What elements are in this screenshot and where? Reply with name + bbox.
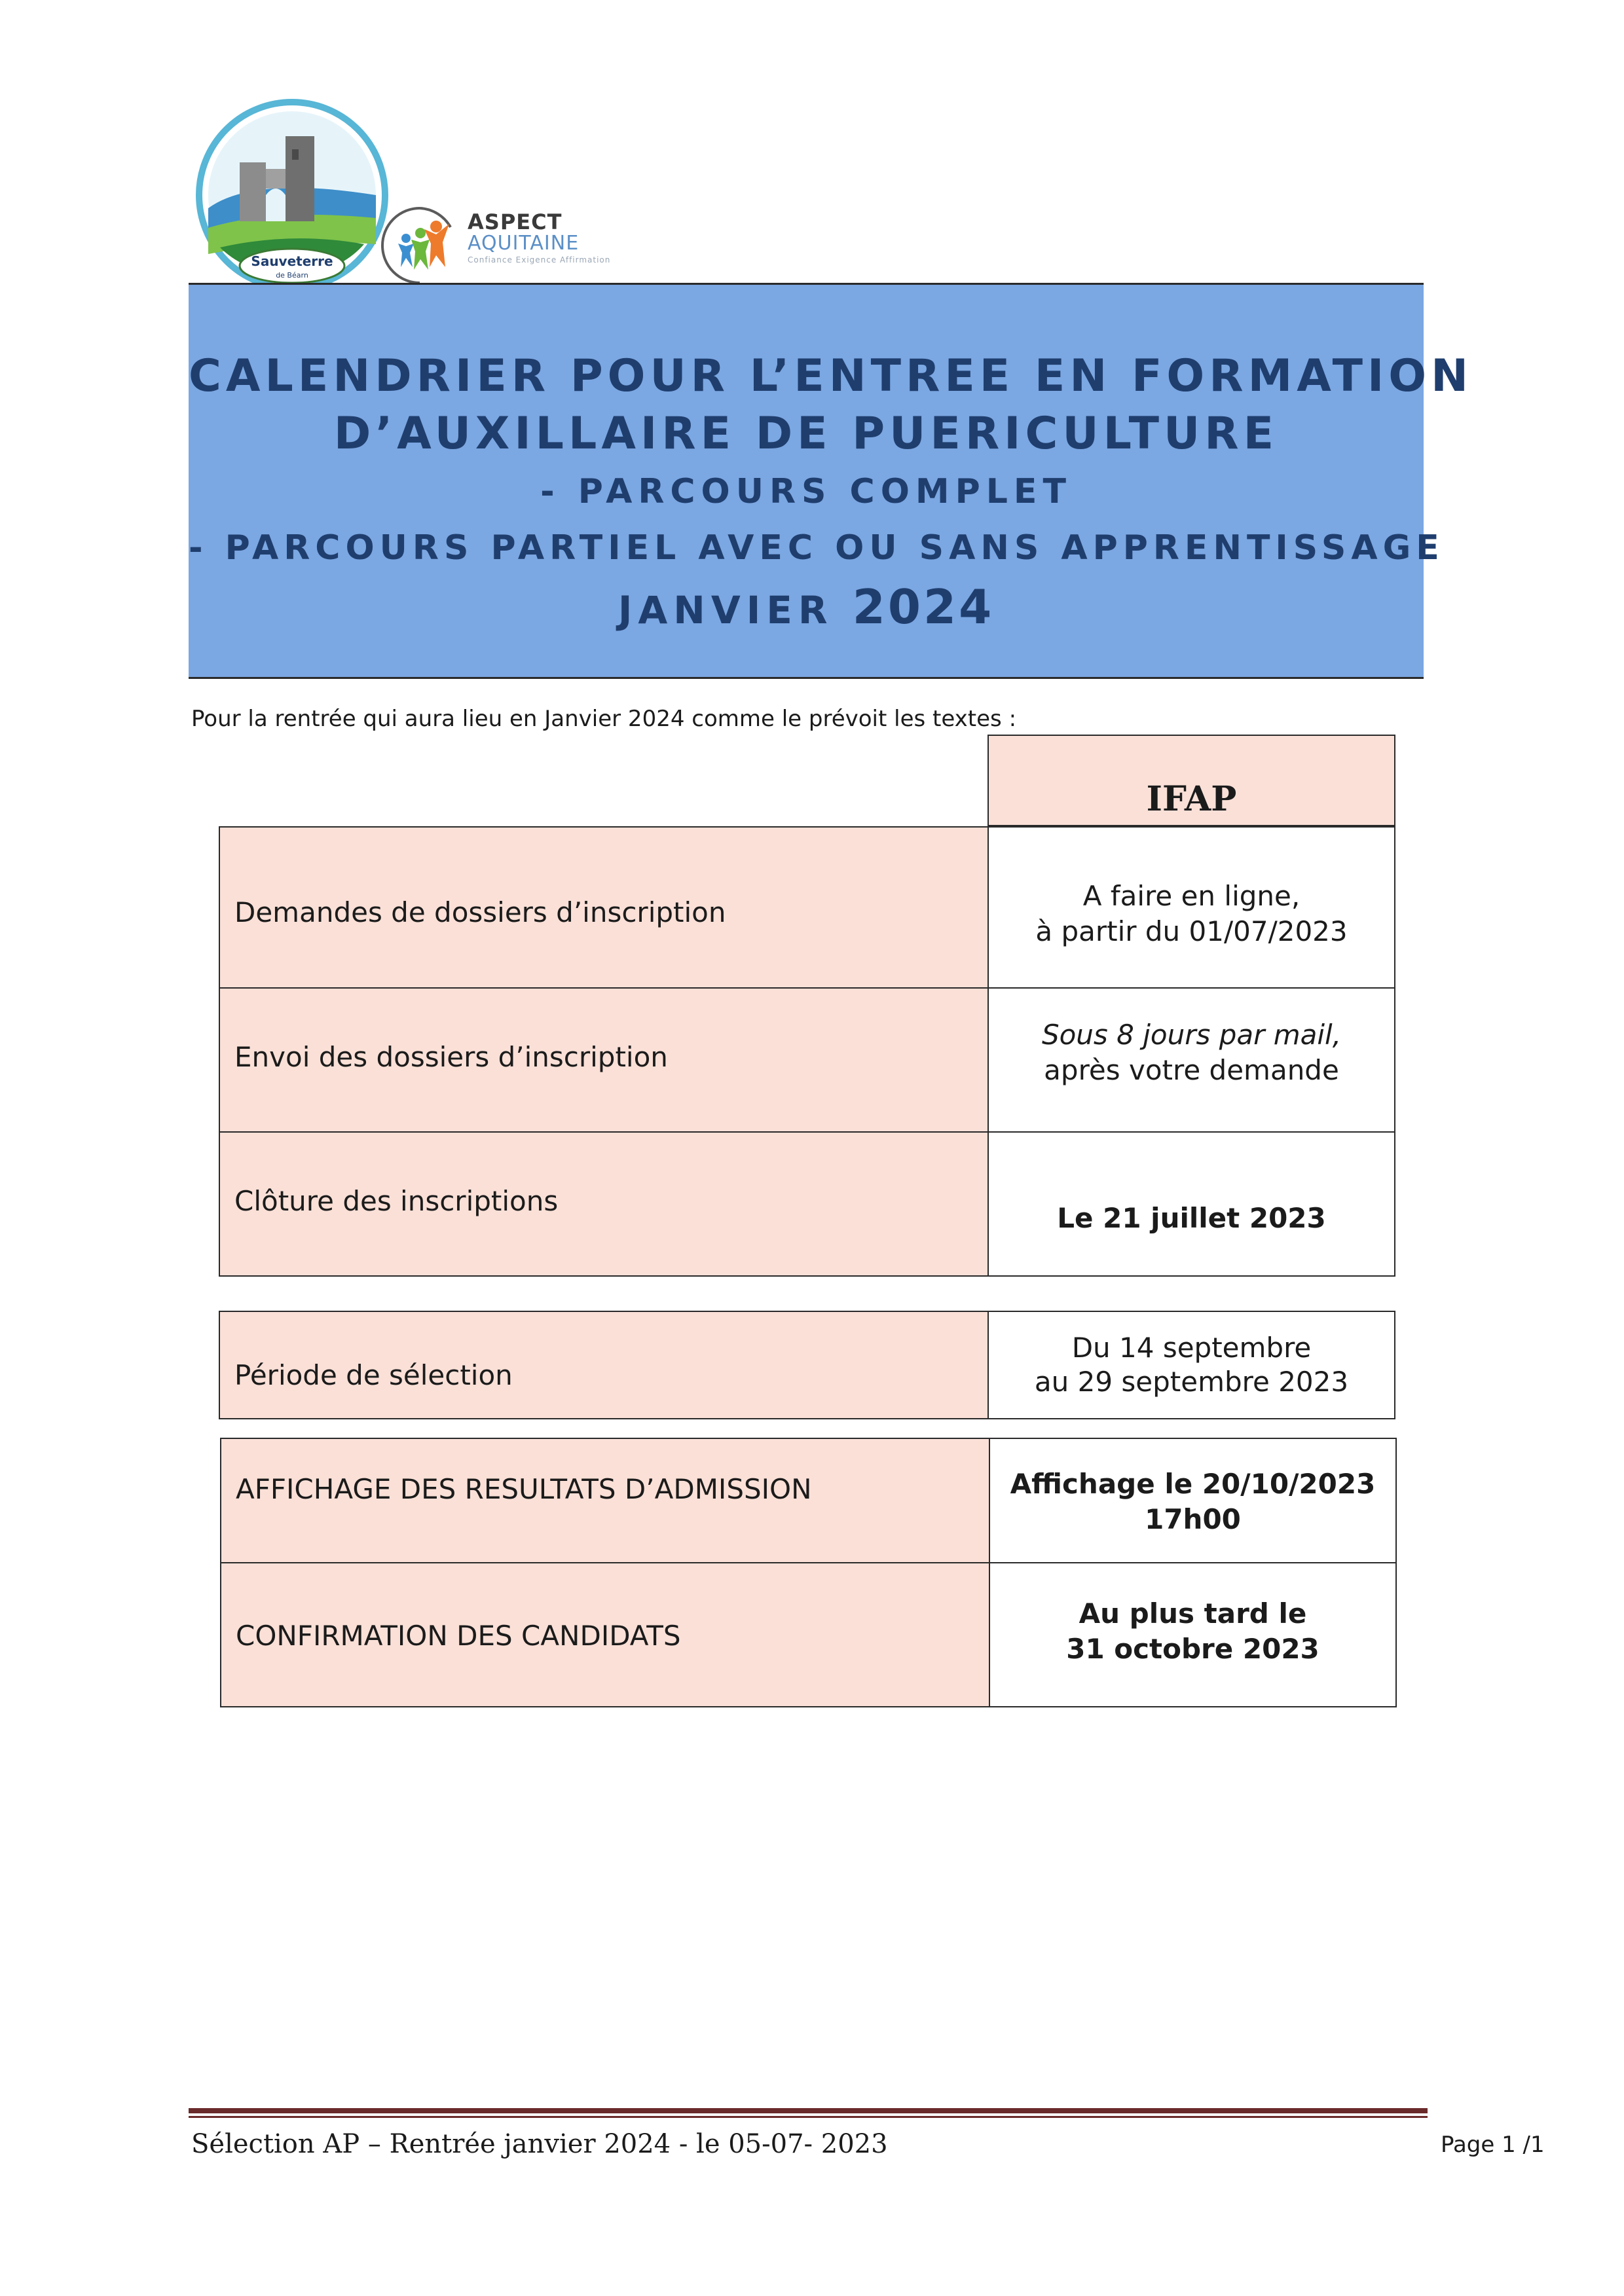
ifap-column-header (987, 735, 1395, 826)
title-line-3: - PARCOURS COMPLET (540, 472, 1072, 511)
sauveterre-subtext: de Béarn (276, 271, 308, 280)
row-value-line1: A faire en ligne, (1082, 880, 1301, 912)
page-number: Page 1 /1 (1441, 2132, 1545, 2158)
row-label-cell (219, 826, 989, 989)
row-value-line2: 31 octobre 2023 (1066, 1633, 1320, 1665)
row-value-cell (987, 1311, 1395, 1419)
row-value-line1: Affichage le 20/10/2023 (1010, 1468, 1376, 1500)
row-label: Envoi des dossiers d’inscription (234, 1041, 668, 1073)
ifap-header-label: IFAP (1146, 779, 1237, 819)
row-value-cell (987, 826, 1395, 989)
intro-text: Pour la rentrée qui aura lieu en Janvier 2024 comme le prévoit les textes : (191, 706, 1017, 732)
row-value-cell (989, 1562, 1397, 1707)
sauveterre-logo (194, 97, 390, 293)
row-value-line1: Le 21 juillet 2023 (1057, 1202, 1326, 1234)
row-value-line2: au 29 septembre 2023 (1034, 1366, 1349, 1398)
sauveterre-text: Sauveterre (251, 253, 333, 269)
title-line-4: - PARCOURS PARTIEL AVEC OU SANS APPRENTISSAGE (189, 528, 1445, 568)
title-month: JANVIER (618, 588, 834, 632)
footer-rule-thin (189, 2116, 1428, 2118)
aspect-aquitaine-wordmark (468, 210, 638, 268)
row-label-cell (219, 987, 989, 1133)
row-label: Clôture des inscriptions (234, 1185, 559, 1217)
aspect-aquitaine-icon (378, 204, 461, 287)
row-label: Période de sélection (234, 1359, 513, 1391)
row-value-line1: Au plus tard le (1079, 1597, 1307, 1630)
row-label-cell (219, 1131, 989, 1277)
row-label-cell (220, 1562, 990, 1707)
row-value-cell (987, 1131, 1395, 1277)
row-label-cell (219, 1311, 989, 1419)
row-value-line1: Du 14 septembre (1071, 1332, 1312, 1364)
row-label: AFFICHAGE DES RESULTATS D’ADMISSION (236, 1473, 812, 1505)
title-year: 2024 (852, 579, 995, 634)
row-label: CONFIRMATION DES CANDIDATS (236, 1620, 681, 1652)
title-banner (189, 283, 1473, 679)
title-line-5 (189, 579, 1424, 634)
row-value-line1: Sous 8 jours par mail, (1041, 1019, 1342, 1051)
footer-left-text: Sélection AP – Rentrée janvier 2024 - le 05-07- 2023 (191, 2129, 888, 2159)
row-value-line2: après votre demande (1044, 1054, 1339, 1086)
aspect-tagline: Confiance Exigence Affirmation (468, 255, 611, 264)
row-value-cell (987, 987, 1395, 1133)
row-value-cell (989, 1438, 1397, 1563)
row-label: Demandes de dossiers d’inscription (234, 896, 726, 928)
row-value-line2: 17h00 (1145, 1503, 1241, 1535)
title-line-1: CALENDRIER POUR L’ENTREE EN FORMATION (189, 350, 1473, 402)
title-line-2: D’AUXILLAIRE DE PUERICULTURE (333, 408, 1279, 460)
footer-rule (189, 2108, 1428, 2113)
aspect-subtitle: AQUITAINE (468, 232, 580, 255)
row-value-line2: à partir du 01/07/2023 (1035, 915, 1348, 947)
row-label-cell (220, 1438, 990, 1563)
aspect-title: ASPECT (468, 210, 563, 234)
